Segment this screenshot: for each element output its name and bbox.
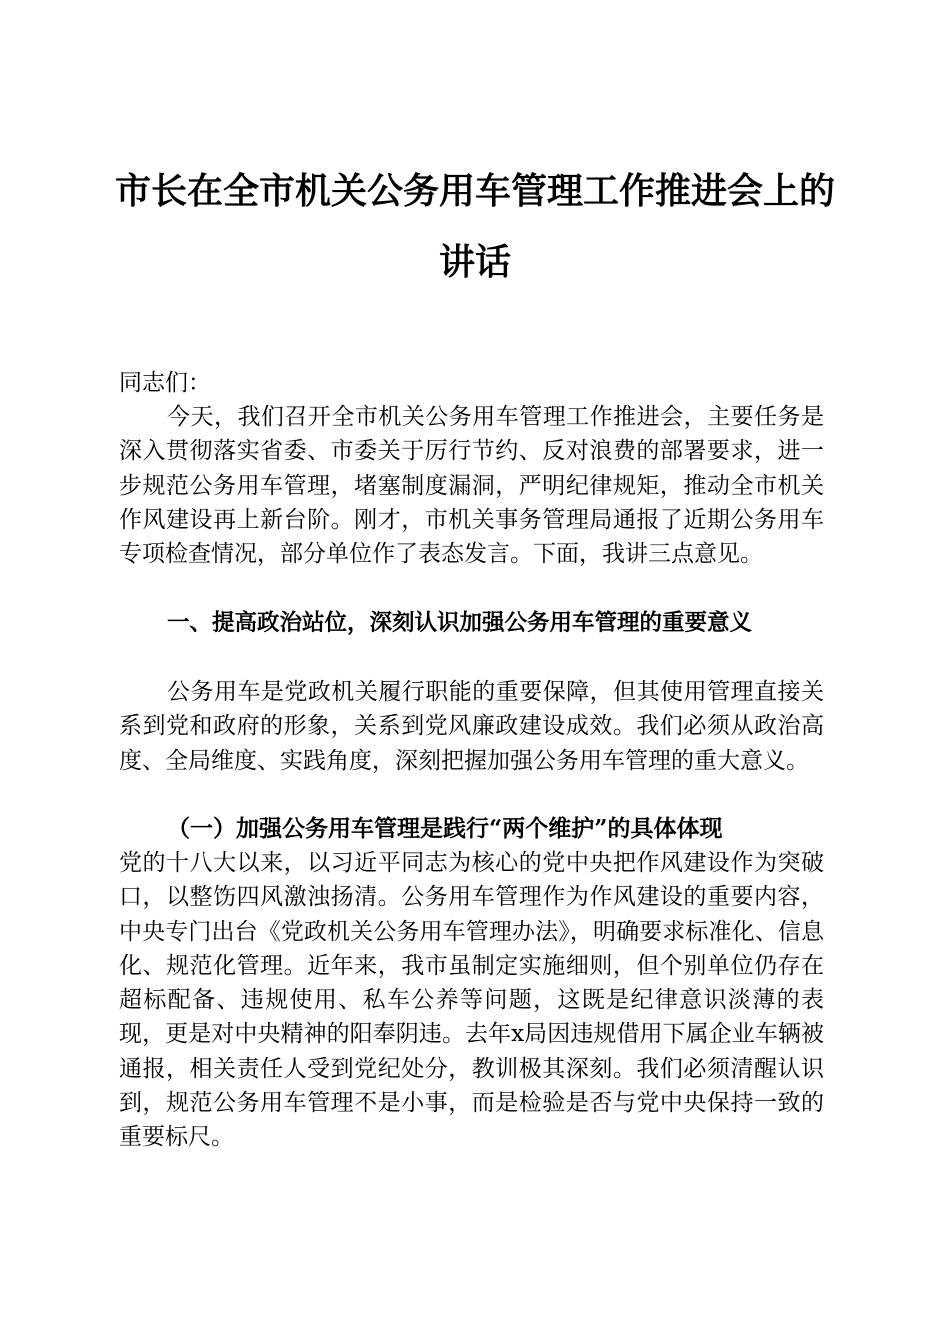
subsection-heading-1: （一）加强公务用车管理是践行“两个维护”的具体体现 [167, 815, 723, 842]
salutation: 同志们： [119, 370, 211, 396]
document-title-line-1: 市长在全市机关公务用车管理工作推进会上的 [114, 170, 835, 212]
paragraph-1: 公务用车是党政机关履行职能的重要保障，但其使用管理直接关系到党和政府的形象，关系到党风廉政建设成效。我们必须从政治高度、全局维度、实践角度，深刻把握加强公务用车管理的重大意义。 [119, 679, 824, 774]
paragraph-intro: 今天，我们召开全市机关公务用车管理工作推进会，主要任务是深入贯彻落实省委、市委关于厉行节约、反对浪费的部署要求，进一步规范公务用车管理，堵塞制度漏洞，严明纪律规矩，推动全市机关作风建设再上新台阶。刚才，市机关事务管理局通报了近期公务用车专项检查情况，部分单位作了表态发言。下面，我讲三点意见。 [119, 404, 824, 568]
section-heading-1: 一、提高政治站位，深刻认识加强公务用车管理的重要意义 [167, 610, 753, 636]
paragraph-2: 党的十八大以来，以习近平同志为核心的党中央把作风建设作为突破口，以整饬四风激浊扬清。公务用车管理作为作风建设的重要内容，中央专门出台《党政机关公务用车管理办法》，明确要求标准化、信息化、规范化管理。近年来，我市虽制定实施细则，但个别单位仍存在超标配备、违规使用、私车公养等问题，这既是纪律意识淡薄的表现，更是对中央精神的阳奉阴违。去年x局因违规借用下属企业车辆被通报，相关责任人受到党纪处分，教训极其深刻。我们必须清醒认识到，规范公务用车管理不是小事，而是检验是否与党中央保持一致的重要标尺。 [119, 850, 824, 1151]
document-title-line-2: 讲话 [438, 241, 511, 283]
